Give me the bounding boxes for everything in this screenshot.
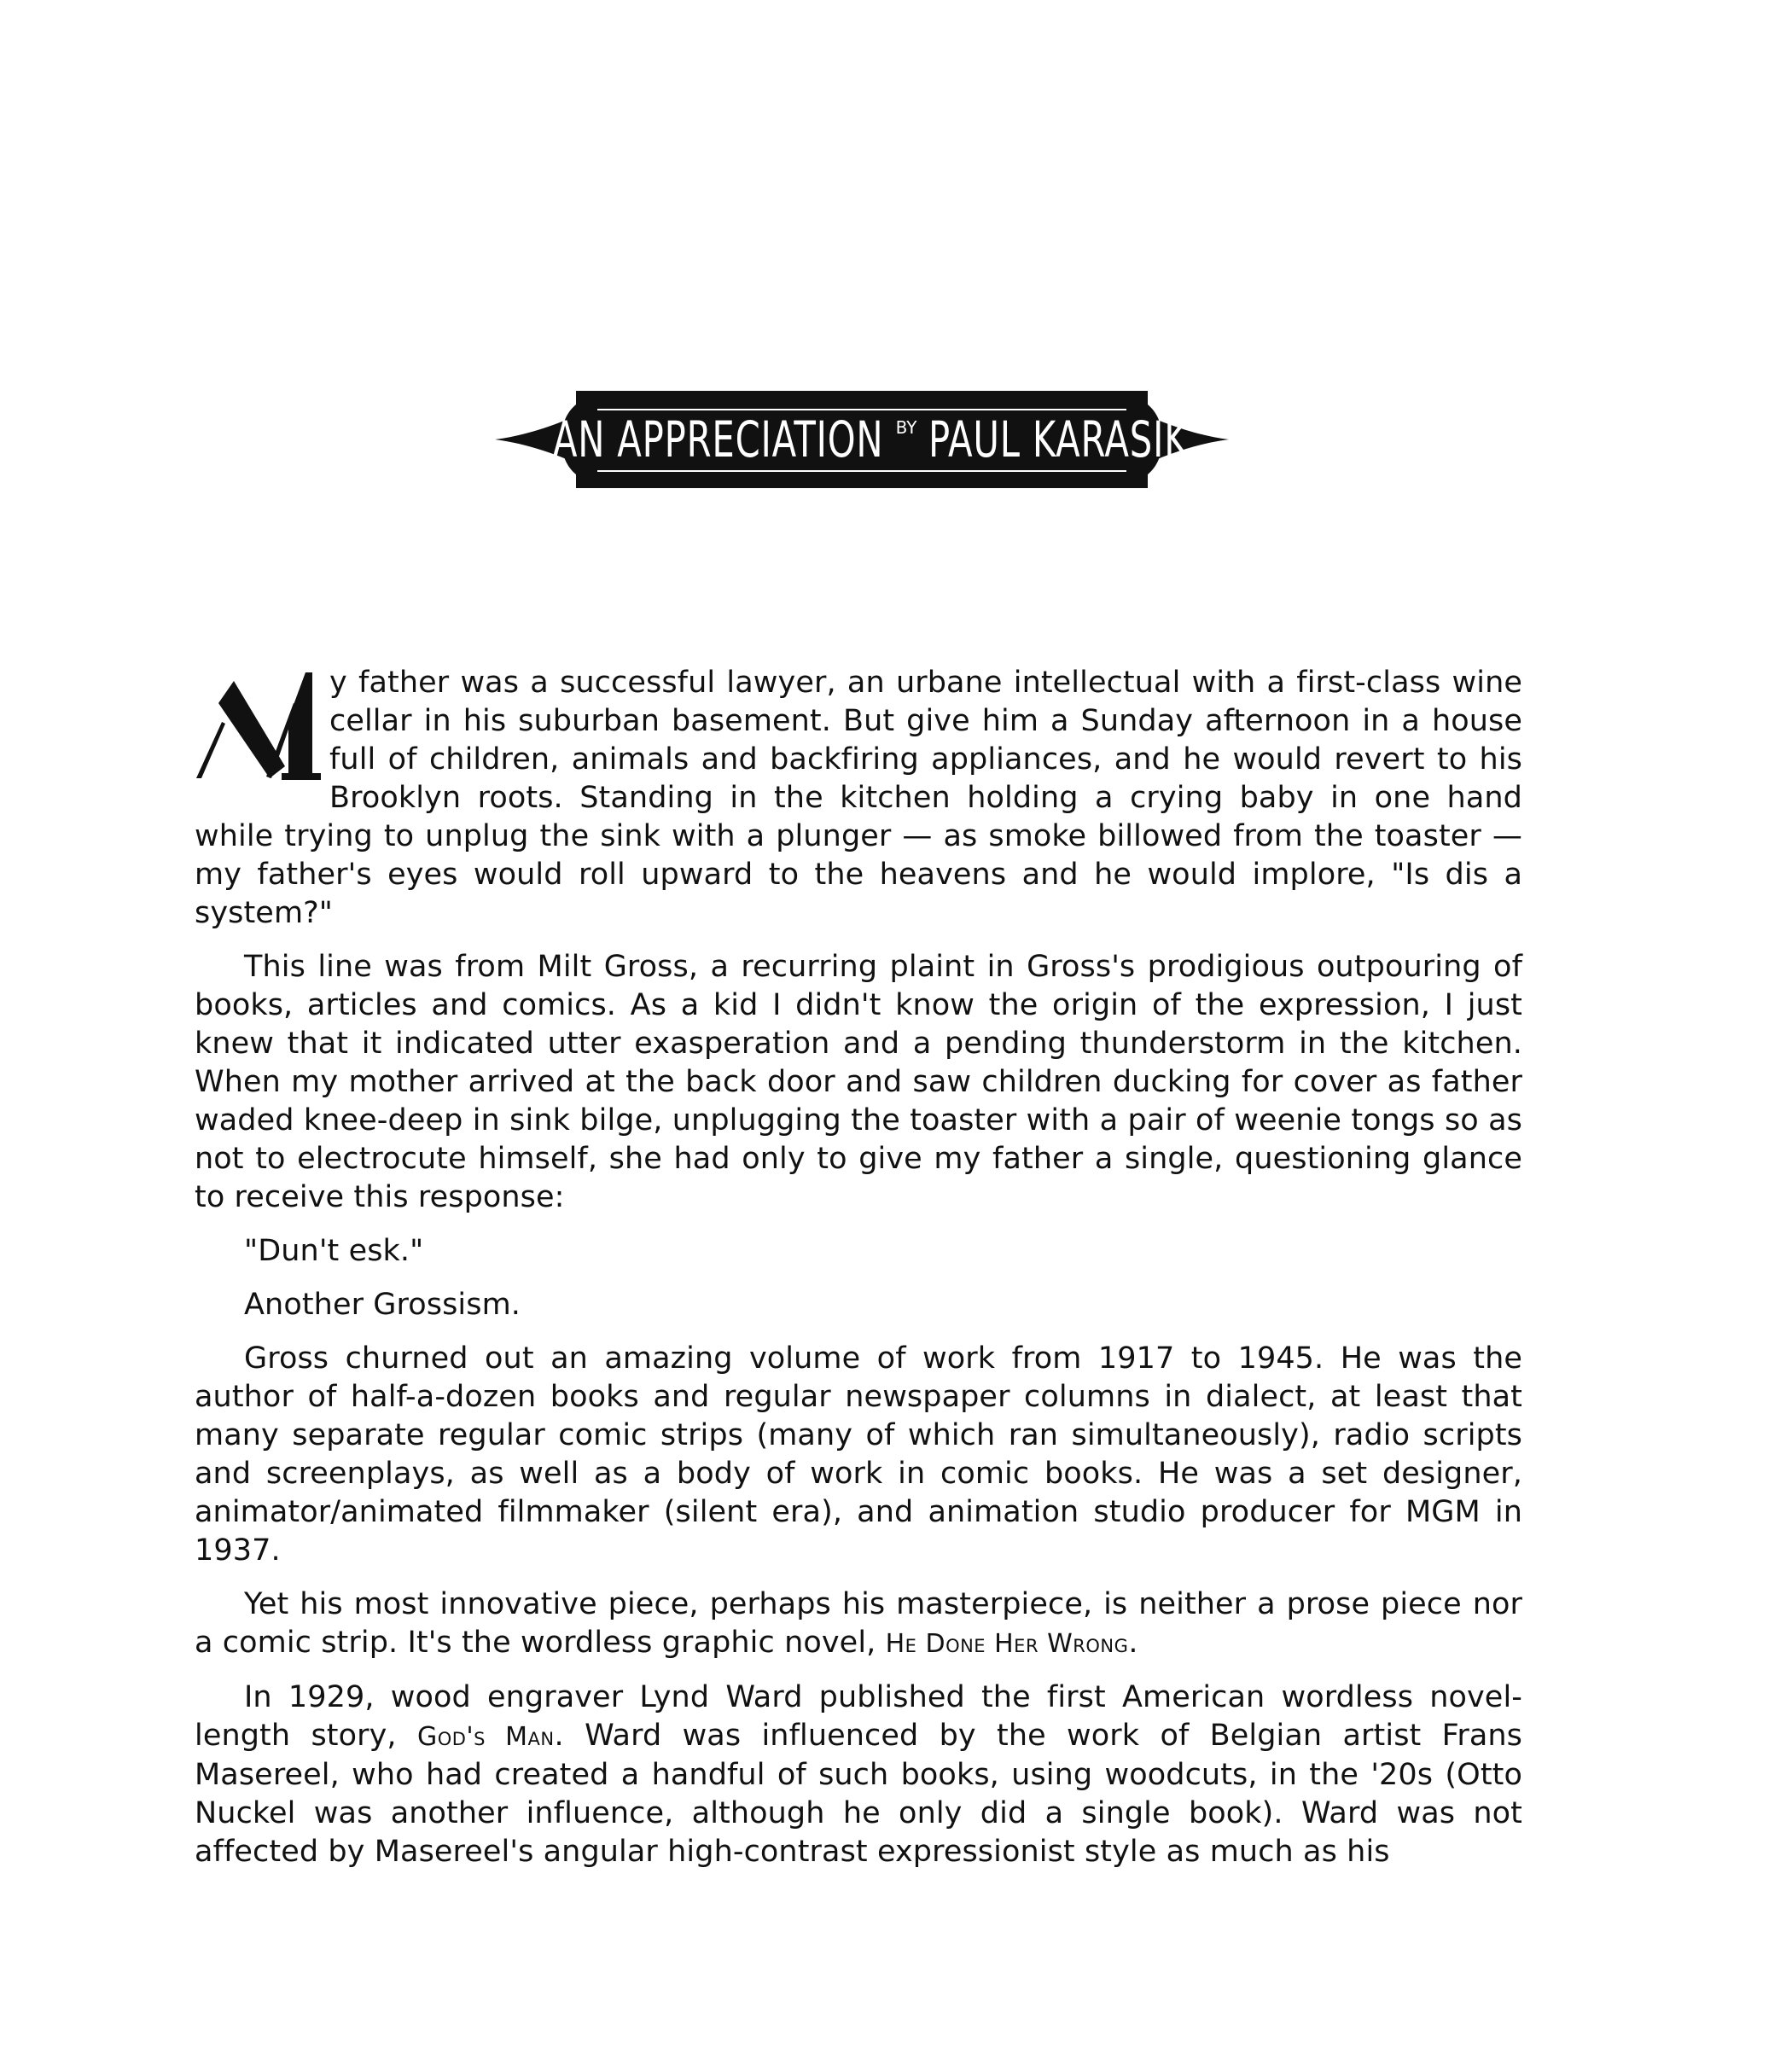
paragraph-6 <box>195 1585 1522 1663</box>
banner-text <box>553 375 1189 503</box>
banner-author: PAUL KARASIK <box>928 410 1189 468</box>
paragraph-1 <box>195 664 1522 933</box>
banner-by: BY <box>895 417 917 438</box>
paragraph-1-text: y father was a successful lawyer, an urbane intellectual with a first-class wine cellar in his suburban basement. But give him a Sunday afternoon in a house full of children, animals and backfiring appliances, and he would revert to his Brooklyn roots. Standing in the kitchen holding a crying baby in one hand while trying to unplug the sink with a plunger — as smoke billowed from the toaster — my father's eyes would roll upward to the heavens and he would implore, "Is dis a system?" <box>195 666 1522 930</box>
paragraph-7 <box>195 1679 1522 1871</box>
paragraph-4: Another Grossism. <box>244 1288 521 1322</box>
article-body <box>195 664 1522 1887</box>
banner-title: AN APPRECIATION <box>553 410 884 468</box>
paragraph-2: This line was from Milt Gross, a recurring plaint in Gross's prodigious outpouring of books, articles and comics. As a kid I didn't know the origin of the expression, I just knew that it indicated utter exasperation and a pending thunderstorm in the kitchen. When my mother arrived at the back door and saw children ducking for cover as father waded knee-deep in sink bilge, unplugging the toaster with a pair of weenie tongs so as not to electrocute himself, she had only to give my father a single, questioning glance to receive this response: <box>195 950 1522 1214</box>
paragraph-7-text: In 1929, wood engraver Lynd Ward published the first American wordless novel-length story, <box>195 1680 1522 1753</box>
title-banner <box>495 375 1229 503</box>
paragraph-6-text: Yet his most innovative piece, perhaps his masterpiece, is neither a prose piece nor a comic strip. It's the wordless graphic novel, <box>195 1587 1522 1660</box>
paragraph-6-end: . <box>1128 1626 1138 1660</box>
paragraph-5: Gross churned out an amazing volume of work from 1917 to 1945. He was the author of half-a-dozen books and regular newspaper columns in dialect, at least that many separate regular comic strips (many of which ran simultaneously), radio scripts and screenplays, as well as a body of work in comic books. He was a set designer, animator/animated filmmaker (silent era), and animation studio producer for MGM in 1937. <box>195 1341 1522 1568</box>
paragraph-7-rest: . Ward was influenced by the work of Belgian artist Frans Masereel, who had created a handful of such books, using woodcuts, in the '20s (Otto Nuckel was another influence, although he only did a single book). Ward was not affected by Masereel's angular high-contrast expressionist style as much as his <box>195 1719 1522 1869</box>
paragraph-3: "Dun't esk." <box>244 1234 424 1268</box>
drop-cap-glyph <box>193 669 321 783</box>
book-title-he-done-her-wrong: He Done Her Wrong <box>885 1629 1129 1659</box>
drop-cap <box>193 669 321 783</box>
book-title-gods-man: God's Man <box>416 1722 555 1752</box>
